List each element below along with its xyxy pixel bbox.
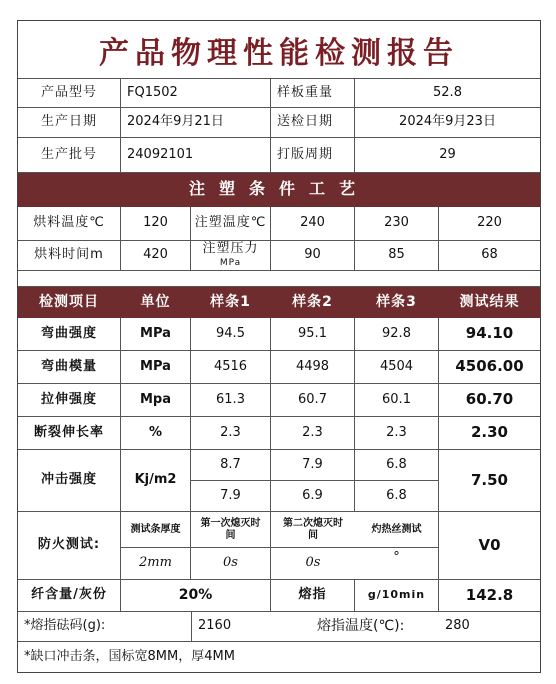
- impact-sample-1-b: 7.9: [191, 481, 271, 512]
- row-sample-1: 94.5: [191, 318, 271, 351]
- impact-unit: Kj/m2: [121, 450, 191, 512]
- row-result: 2.30: [439, 417, 540, 450]
- fire-second-label: 第二次熄灭时间: [271, 512, 355, 548]
- fire-second-value: 0s: [271, 548, 355, 580]
- impact-sample-2-b: 6.9: [271, 481, 355, 512]
- cycle-value: 29: [355, 138, 540, 173]
- mfi-label: 熔指: [271, 580, 355, 612]
- row-sample-2: 2.3: [271, 417, 355, 450]
- header-unit: 单位: [121, 287, 191, 318]
- mfi-weight-label: *熔指砝码(g):: [18, 612, 191, 642]
- inj-press-value-1: 90: [271, 241, 355, 271]
- row-unit: MPa: [121, 318, 191, 351]
- fiber-label: 纤含量/灰份: [18, 580, 121, 612]
- inj-temp-label: 注塑温度℃: [191, 207, 271, 241]
- dry-temp-label: 烘料温度℃: [18, 207, 121, 241]
- impact-result: 7.50: [439, 450, 540, 512]
- row-sample-1: 61.3: [191, 384, 271, 417]
- fire-first-value: 0s: [191, 548, 271, 580]
- row-result: 60.70: [439, 384, 540, 417]
- fiber-value: 20%: [121, 580, 271, 612]
- batch-value: 24092101: [121, 138, 271, 173]
- row-item: 弯曲强度: [18, 318, 121, 351]
- inj-press-value-3: 68: [439, 241, 540, 271]
- fire-item: 防火测试:: [18, 512, 121, 580]
- row-sample-1: 4516: [191, 351, 271, 384]
- send-date-value: 2024年9月23日: [355, 108, 540, 138]
- header-result: 测试结果: [439, 287, 540, 318]
- fire-thickness-label: 测试条厚度: [121, 512, 191, 548]
- fire-thickness-value: 2mm: [121, 548, 191, 580]
- model-value: FQ1502: [121, 78, 271, 108]
- row-unit: MPa: [121, 351, 191, 384]
- row-sample-2: 60.7: [271, 384, 355, 417]
- mfi-unit: g/10min: [355, 580, 439, 612]
- mfi-temp-label: 熔指温度(℃):: [311, 612, 439, 642]
- inj-press-value-2: 85: [355, 241, 439, 271]
- inj-temp-value-2: 230: [355, 207, 439, 241]
- inj-temp-value-1: 240: [271, 207, 355, 241]
- model-label: 产品型号: [18, 78, 121, 108]
- weight-label: 样板重量: [271, 78, 355, 108]
- row-result: 4506.00: [439, 351, 540, 384]
- row-item: 弯曲模量: [18, 351, 121, 384]
- fire-first-label: 第一次熄灭时间: [191, 512, 271, 548]
- dry-time-value: 420: [121, 241, 191, 271]
- row-sample-3: 92.8: [355, 318, 439, 351]
- row-sample-3: 60.1: [355, 384, 439, 417]
- row-unit: Mpa: [121, 384, 191, 417]
- header-item: 检测项目: [18, 287, 121, 318]
- inj-press-label: 注塑压力: [202, 241, 259, 257]
- impact-sample-3-a: 6.8: [355, 450, 439, 481]
- row-sample-2: 95.1: [271, 318, 355, 351]
- inj-press-unit: MPa: [219, 258, 242, 269]
- impact-sample-2-a: 7.9: [271, 450, 355, 481]
- mfi-value: 142.8: [439, 580, 540, 612]
- row-unit: %: [121, 417, 191, 450]
- row-sample-2: 4498: [271, 351, 355, 384]
- fire-glow-value: °: [355, 548, 439, 580]
- fire-result: V0: [439, 512, 540, 580]
- cycle-label: 打版周期: [271, 138, 355, 173]
- impact-sample-3-b: 6.8: [355, 481, 439, 512]
- send-date-label: 送检日期: [271, 108, 355, 138]
- report-title: 产品物理性能检测报告: [99, 35, 459, 71]
- prod-date-value: 2024年9月21日: [121, 108, 271, 138]
- row-sample-3: 2.3: [355, 417, 439, 450]
- dry-temp-value: 120: [121, 207, 191, 241]
- weight-value: 52.8: [355, 78, 540, 108]
- impact-sample-1-a: 8.7: [191, 450, 271, 481]
- row-sample-3: 4504: [355, 351, 439, 384]
- inj-press-label-cell: [191, 241, 271, 271]
- process-band: 注塑条件工艺: [18, 173, 540, 207]
- report-sheet: [17, 20, 541, 673]
- inj-temp-value-3: 220: [439, 207, 540, 241]
- row-result: 94.10: [439, 318, 540, 351]
- row-item: 拉伸强度: [18, 384, 121, 417]
- row-sample-1: 2.3: [191, 417, 271, 450]
- mfi-temp-value: 280: [439, 612, 540, 642]
- footer-note: *缺口冲击条，国标宽8MM，厚4MM: [24, 648, 235, 664]
- row-item: 断裂伸长率: [18, 417, 121, 450]
- mfi-weight-value: 2160: [191, 612, 311, 642]
- dry-time-label: 烘料时间m: [18, 241, 121, 271]
- batch-label: 生产批号: [18, 138, 121, 173]
- fire-glow-label: 灼热丝测试: [355, 512, 439, 548]
- prod-date-label: 生产日期: [18, 108, 121, 138]
- header-sample-3: 样条3: [355, 287, 439, 318]
- header-sample-2: 样条2: [271, 287, 355, 318]
- impact-item: 冲击强度: [18, 450, 121, 512]
- spacer-row: [18, 271, 540, 287]
- header-sample-1: 样条1: [191, 287, 271, 318]
